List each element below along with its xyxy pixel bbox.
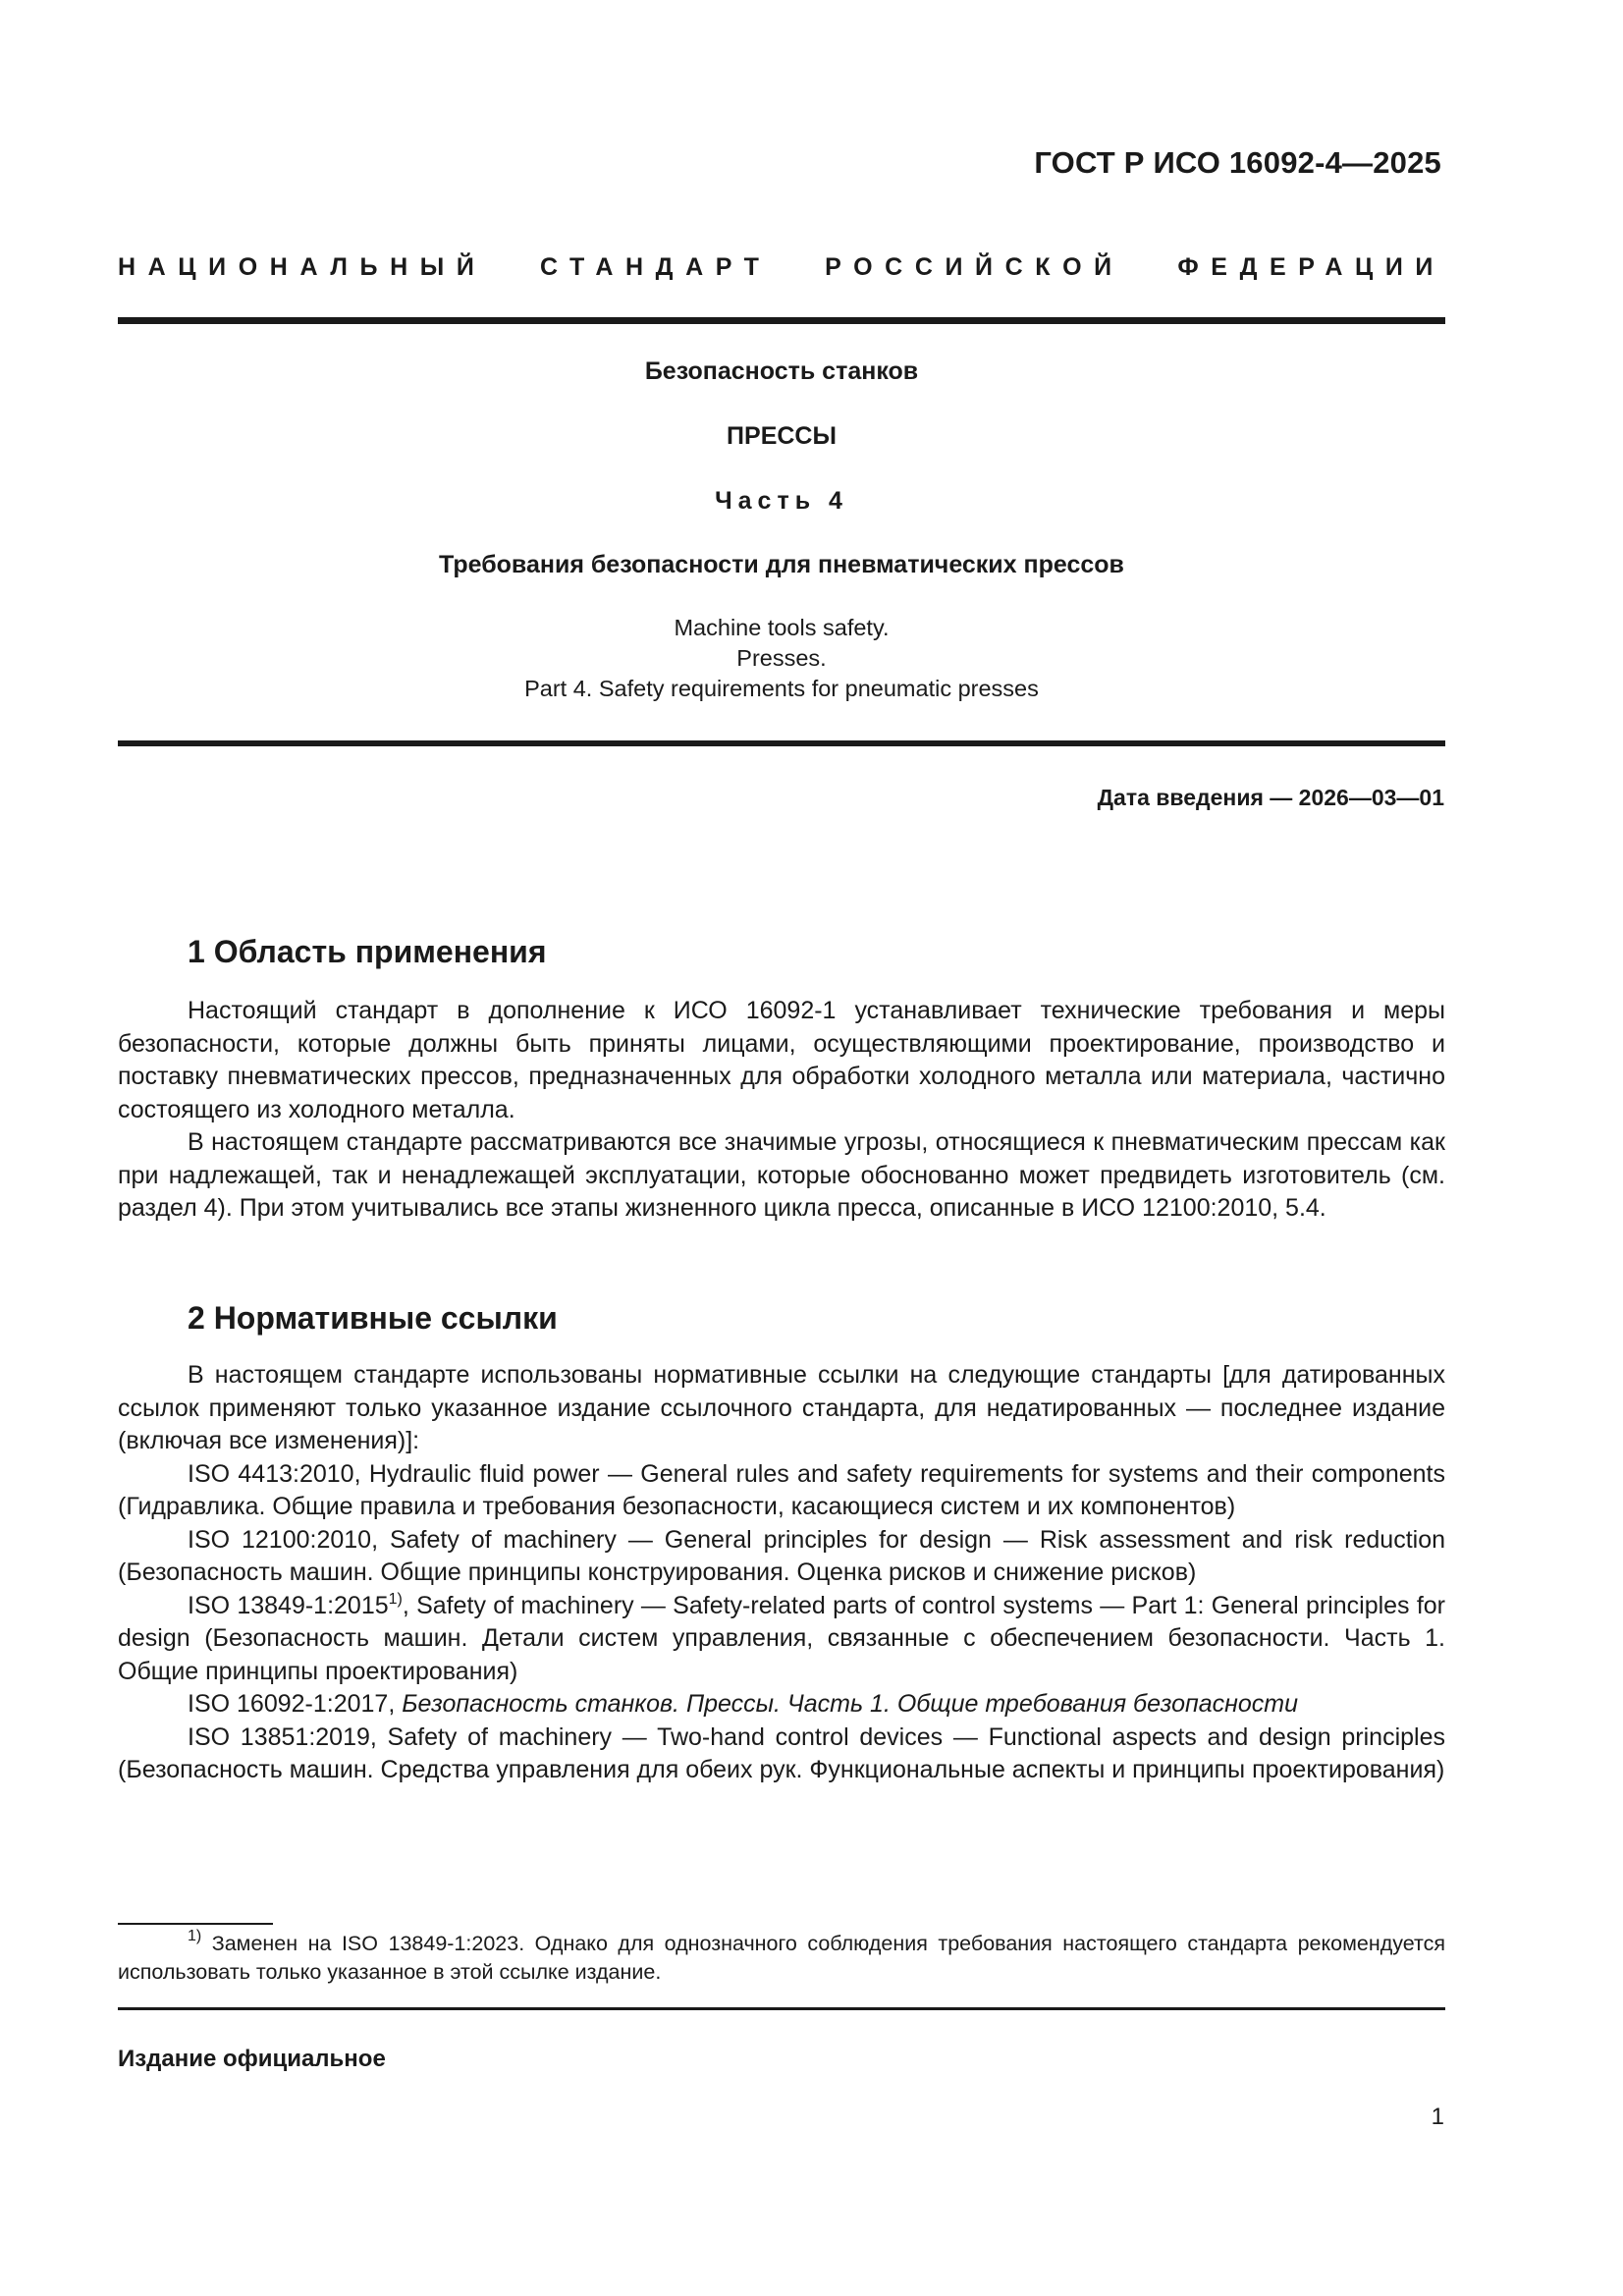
reference-item (118, 1722, 1445, 1787)
introduction-date: Дата введения — 2026—03—01 (1097, 785, 1444, 810)
official-edition-label: Издание официальное (118, 2046, 386, 2072)
section-1-body (118, 995, 1445, 1226)
footnote-separator (118, 1923, 273, 1925)
section-2-body (118, 1359, 1445, 1787)
section-2-heading: 2 Нормативные ссылки (188, 1300, 558, 1336)
title-line-4: Требования безопасности для пневматических прессов (439, 551, 1124, 578)
reference-text: ISO 12100:2010, Safety of machinery — General principles for design — Risk assessment and risk reduction (Безопасность машин. Общие принципы конструирования. Оценка рисков и снижение рисков) (118, 1525, 1445, 1586)
title-line-2: ПРЕССЫ (727, 422, 837, 450)
reference-text: ISO 13849-1:2015 (188, 1591, 389, 1619)
reference-text-continued: , Safety of machinery — Safety-related parts of control systems — Part 1: General principles for design (Безопасность машин. Детали систем управления, связанные с обеспечением безопасности. Часть 1. Общие принципы проектирования) (118, 1591, 1445, 1685)
bottom-divider (118, 2007, 1445, 2010)
title-line-1: Безопасность станков (644, 357, 919, 385)
document-code: ГОСТ Р ИСО 16092-4—2025 (1034, 145, 1441, 180)
section-1-heading: 1 Область применения (188, 934, 547, 969)
footnote-marker[interactable]: 1) (388, 1590, 403, 1608)
footnote-text: Заменен на ISO 13849-1:2023. Однако для однозначного соблюдения требования настоящего стандарта рекомендуется использовать только указанное в этой ссылке издание. (118, 1932, 1445, 1984)
section-2-intro: В настоящем стандарте использованы нормативные ссылки на следующие стандарты [для датированных ссылок применяют только указанное издание ссылочного стандарта, для недатированных — последнее издание (включая все изменения)]: (118, 1361, 1445, 1454)
section-1-paragraph-2: В настоящем стандарте рассматриваются все значимые угрозы, относящиеся к пневматическим прессам как при надлежащей, так и ненадлежащей эксплуатации, которые обоснованно может предвидеть изготовитель (см. раздел 4). При этом учитывались все этапы жизненного цикла пресса, описанные в ИСО 12100:2010, 5.4. (118, 1128, 1445, 1222)
reference-item (118, 1590, 1445, 1689)
reference-item (118, 1458, 1445, 1524)
title-line-3: Часть 4 (715, 487, 848, 515)
reference-item (118, 1688, 1445, 1722)
top-divider (118, 317, 1445, 324)
national-standard-title: НАЦИОНАЛЬНЫЙ СТАНДАРТ РОССИЙСКОЙ ФЕДЕРАЦИИ (118, 253, 1445, 281)
footnote (118, 1930, 1445, 1987)
english-title (118, 613, 1445, 704)
page-number: 1 (1431, 2104, 1444, 2130)
footnote-number: 1) (188, 1928, 202, 1944)
reference-text: ISO 13851:2019, Safety of machinery — Two-hand control devices — Functional aspects and design principles (Безопасность машин. Средства управления для обеих рук. Функциональные аспекты и принципы проектирования) (118, 1722, 1445, 1783)
english-title-line-1: Machine tools safety. (674, 615, 890, 640)
reference-text: ISO 16092-1:2017, (188, 1690, 403, 1718)
english-title-line-3: Part 4. Safety requirements for pneumatic presses (524, 676, 1039, 701)
english-title-line-2: Presses. (736, 645, 827, 671)
reference-title-italic: Безопасность станков. Прессы. Часть 1. Общие требования безопасности (402, 1690, 1299, 1718)
section-1-paragraph-1: Настоящий стандарт в дополнение к ИСО 16092-1 устанавливает технические требования и меры безопасности, которые должны быть приняты лицами, осуществляющими проектирование, производство и поставку пневматических прессов, предназначенных для обработки холодного металла или материала, частично состоящего из холодного металла. (118, 997, 1445, 1123)
reference-text: ISO 4413:2010, Hydraulic fluid power — General rules and safety requirements for systems and their components (Гидравлика. Общие правила и требования безопасности, касающиеся систем и их компонентов) (118, 1459, 1445, 1520)
reference-item (118, 1524, 1445, 1590)
middle-divider (118, 740, 1445, 746)
